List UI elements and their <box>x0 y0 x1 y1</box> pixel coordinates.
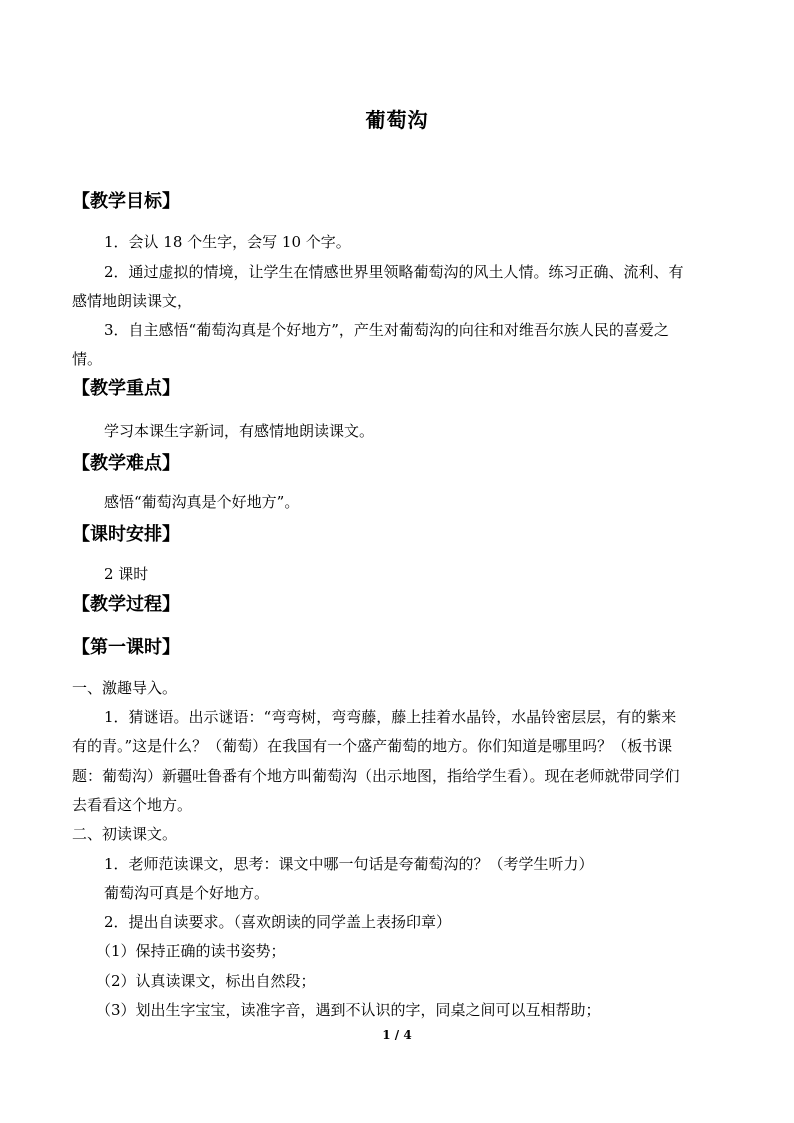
part-1-line-1: 1．猜谜语。出示谜语：“弯弯树，弯弯藤，藤上挂着水晶铃，水晶铃密层层，有的紫来 <box>104 708 677 726</box>
part-1-line-2: 有的青。”这是什么？（葡萄）在我国有一个盛产葡萄的地方。你们知道是哪里吗？（板书课 <box>72 737 673 755</box>
section-heading-lesson-1: 【第一课时】 <box>72 637 180 658</box>
part-2-heading: 二、初读课文。 <box>72 825 178 843</box>
part-1-line-3: 题：葡萄沟）新疆吐鲁番有个地方叫葡萄沟（出示地图，指给学生看）。现在老师就带同学们 <box>72 767 680 785</box>
page-number: 1 / 4 <box>382 1028 412 1042</box>
section-heading-goals: 【教学目标】 <box>72 191 180 212</box>
part-1-heading: 一、激趣导入。 <box>72 679 178 697</box>
schedule-text: 2 课时 <box>104 565 149 583</box>
goal-2-line-2: 感情地朗读课文， <box>72 292 193 310</box>
part-2-line-3: 2．提出自读要求。（喜欢朗读的同学盖上表扬印章） <box>104 913 452 931</box>
goal-2-line-1: 2．通过虚拟的情境，让学生在情感世界里领略葡萄沟的风土人情。练习正确、流利、有 <box>104 263 684 281</box>
focus-text: 学习本课生字新词，有感情地朗读课文。 <box>104 422 375 440</box>
part-2-line-4: （1）保持正确的读书姿势； <box>96 942 286 960</box>
part-2-line-2: 葡萄沟可真是个好地方。 <box>104 884 270 902</box>
section-heading-focus: 【教学重点】 <box>72 378 180 399</box>
goal-3-line-1: 3．自主感悟“葡萄沟真是个好地方”，产生对葡萄沟的向往和对维吾尔族人民的喜爱之 <box>104 321 669 339</box>
page-title: 葡萄沟 <box>365 108 429 132</box>
section-heading-difficulty: 【教学难点】 <box>72 453 180 474</box>
difficulty-text: 感悟“葡萄沟真是个好地方”。 <box>104 493 300 511</box>
goal-1: 1．会认 18 个生字，会写 10 个字。 <box>104 233 351 251</box>
part-1-line-4: 去看看这个地方。 <box>72 796 193 814</box>
section-heading-schedule: 【课时安排】 <box>72 524 180 545</box>
goal-3-line-2: 情。 <box>72 350 103 368</box>
part-2-line-6: （3）划出生字宝宝，读准字音，遇到不认识的字，同桌之间可以互相帮助； <box>96 1001 601 1019</box>
part-2-line-1: 1．老师范读课文，思考：课文中哪一句话是夸葡萄沟的？（考学生听力） <box>104 855 594 873</box>
part-2-line-5: （2）认真读课文，标出自然段； <box>96 972 316 990</box>
section-heading-process: 【教学过程】 <box>72 594 180 615</box>
